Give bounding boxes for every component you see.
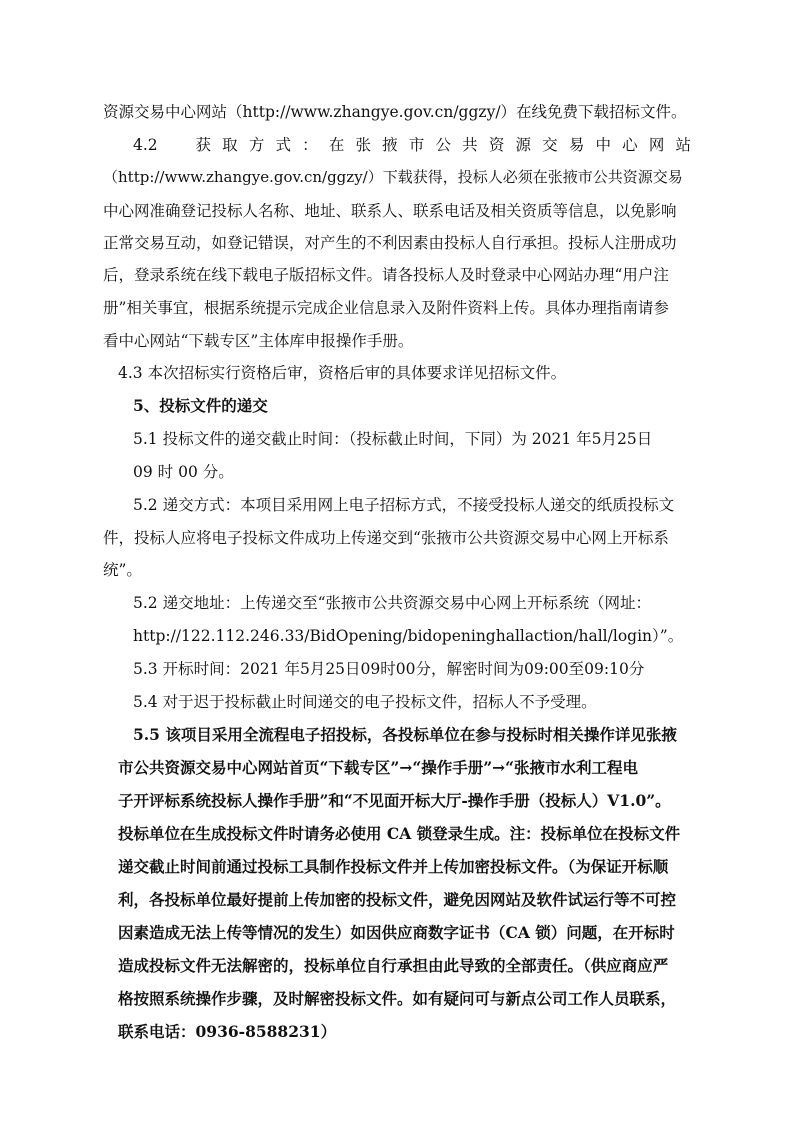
text-line: 09 时 00 分。 [133,463,234,481]
text-line: 5.4 对于迟于投标截止时间递交的电子投标文件，招标人不予受理。 [133,693,597,711]
text-line: 统”。 [103,561,142,579]
text-line: 看中心网站“下载专区”主体库申报操作手册。 [103,332,414,350]
bold-text-line: 利，各投标单位最好提前上传加密的投标文件，避免因网站及软件试运行等不可控 [118,890,677,909]
section-heading: 5、投标文件的递交 [133,396,268,415]
bold-text-line: 因素造成无法上传等情况的发生）如因供应商数字证书（CA 锁）问题，在开标时 [118,923,675,942]
text-line: 5.2 递交方式：本项目采用网上电子招标方式，不接受投标人递交的纸质投标文 [133,496,675,514]
bold-text-line: 市公共资源交易中心网站首页“下载专区”→“操作手册”→“张掖市水利工程电 [118,758,639,777]
bold-text-line: 造成投标文件无法解密的，投标单位自行承担由此导致的全部责任。（供应商应严 [118,956,669,975]
text-line: 后，登录系统在线下载电子版招标文件。请各投标人及时登录中心网站办理“用户注 [103,266,669,284]
text-line: 件，投标人应将电子投标文件成功上传递交到“张掖市公共资源交易中心网上开标系 [103,529,669,547]
text-line: 4.2 获取方式：在张掖市公共资源交易中心网站 [133,136,691,154]
text-line: 中心网准确登记投标人名称、地址、联系人、联系电话及相关资质等信息，以免影响 [103,202,677,220]
text-line: 5.1 投标文件的递交截止时间：（投标截止时间，下同）为 2021 年5月25日 [133,430,653,448]
text-line: 正常交易互动，如登记错误，对产生的不利因素由投标人自行承担。投标人注册成功 [103,234,677,252]
text-line: 资源交易中心网站（http://www.zhangye.gov.cn/ggzy/）在线免费下载招标文件。 [103,103,687,121]
bold-text-line: 格按照系统操作步骤，及时解密投标文件。如有疑问可与新点公司工作人员联系， [118,989,677,1008]
bold-text-line: 5.5 该项目采用全流程电子招投标，各投标单位在参与投标时相关操作详见张掖 [133,725,677,744]
bold-text-line: 投标单位在生成投标文件时请务必使用 CA 锁登录生成。注：投标单位在投标文件 [118,824,681,843]
text-line: 4.3 本次招标实行资格后审，资格后审的具体要求详见招标文件。 [118,364,567,382]
text-line: 5.2 递交地址：上传递交至“张掖市公共资源交易中心网上开标系统（网址： [133,594,652,612]
text-line: （http://www.zhangye.gov.cn/ggzy/）下载获得，投标人必须在张掖市公共资源交易 [103,168,683,186]
text-line: 册”相关事宜，根据系统提示完成企业信息录入及附件资料上传。具体办理指南请参 [103,299,669,317]
bold-text-line: 递交截止时间前通过投标工具制作投标文件并上传加密投标文件。（为保证开标顺 [118,857,669,876]
text-line: http://122.112.246.33/BidOpening/bidopeninghallaction/hall/login）”。 [133,627,684,645]
bold-text-line: 子开评标系统投标人操作手册”和“不见面开标大厅-操作手册（投标人）V1.0”。 [118,791,671,810]
text-line: 5.3 开标时间：2021 年5月25日09时00分，解密时间为09:00至09:10分 [133,660,645,678]
bold-text-line: 联系电话：0936-8588231） [118,1022,337,1041]
